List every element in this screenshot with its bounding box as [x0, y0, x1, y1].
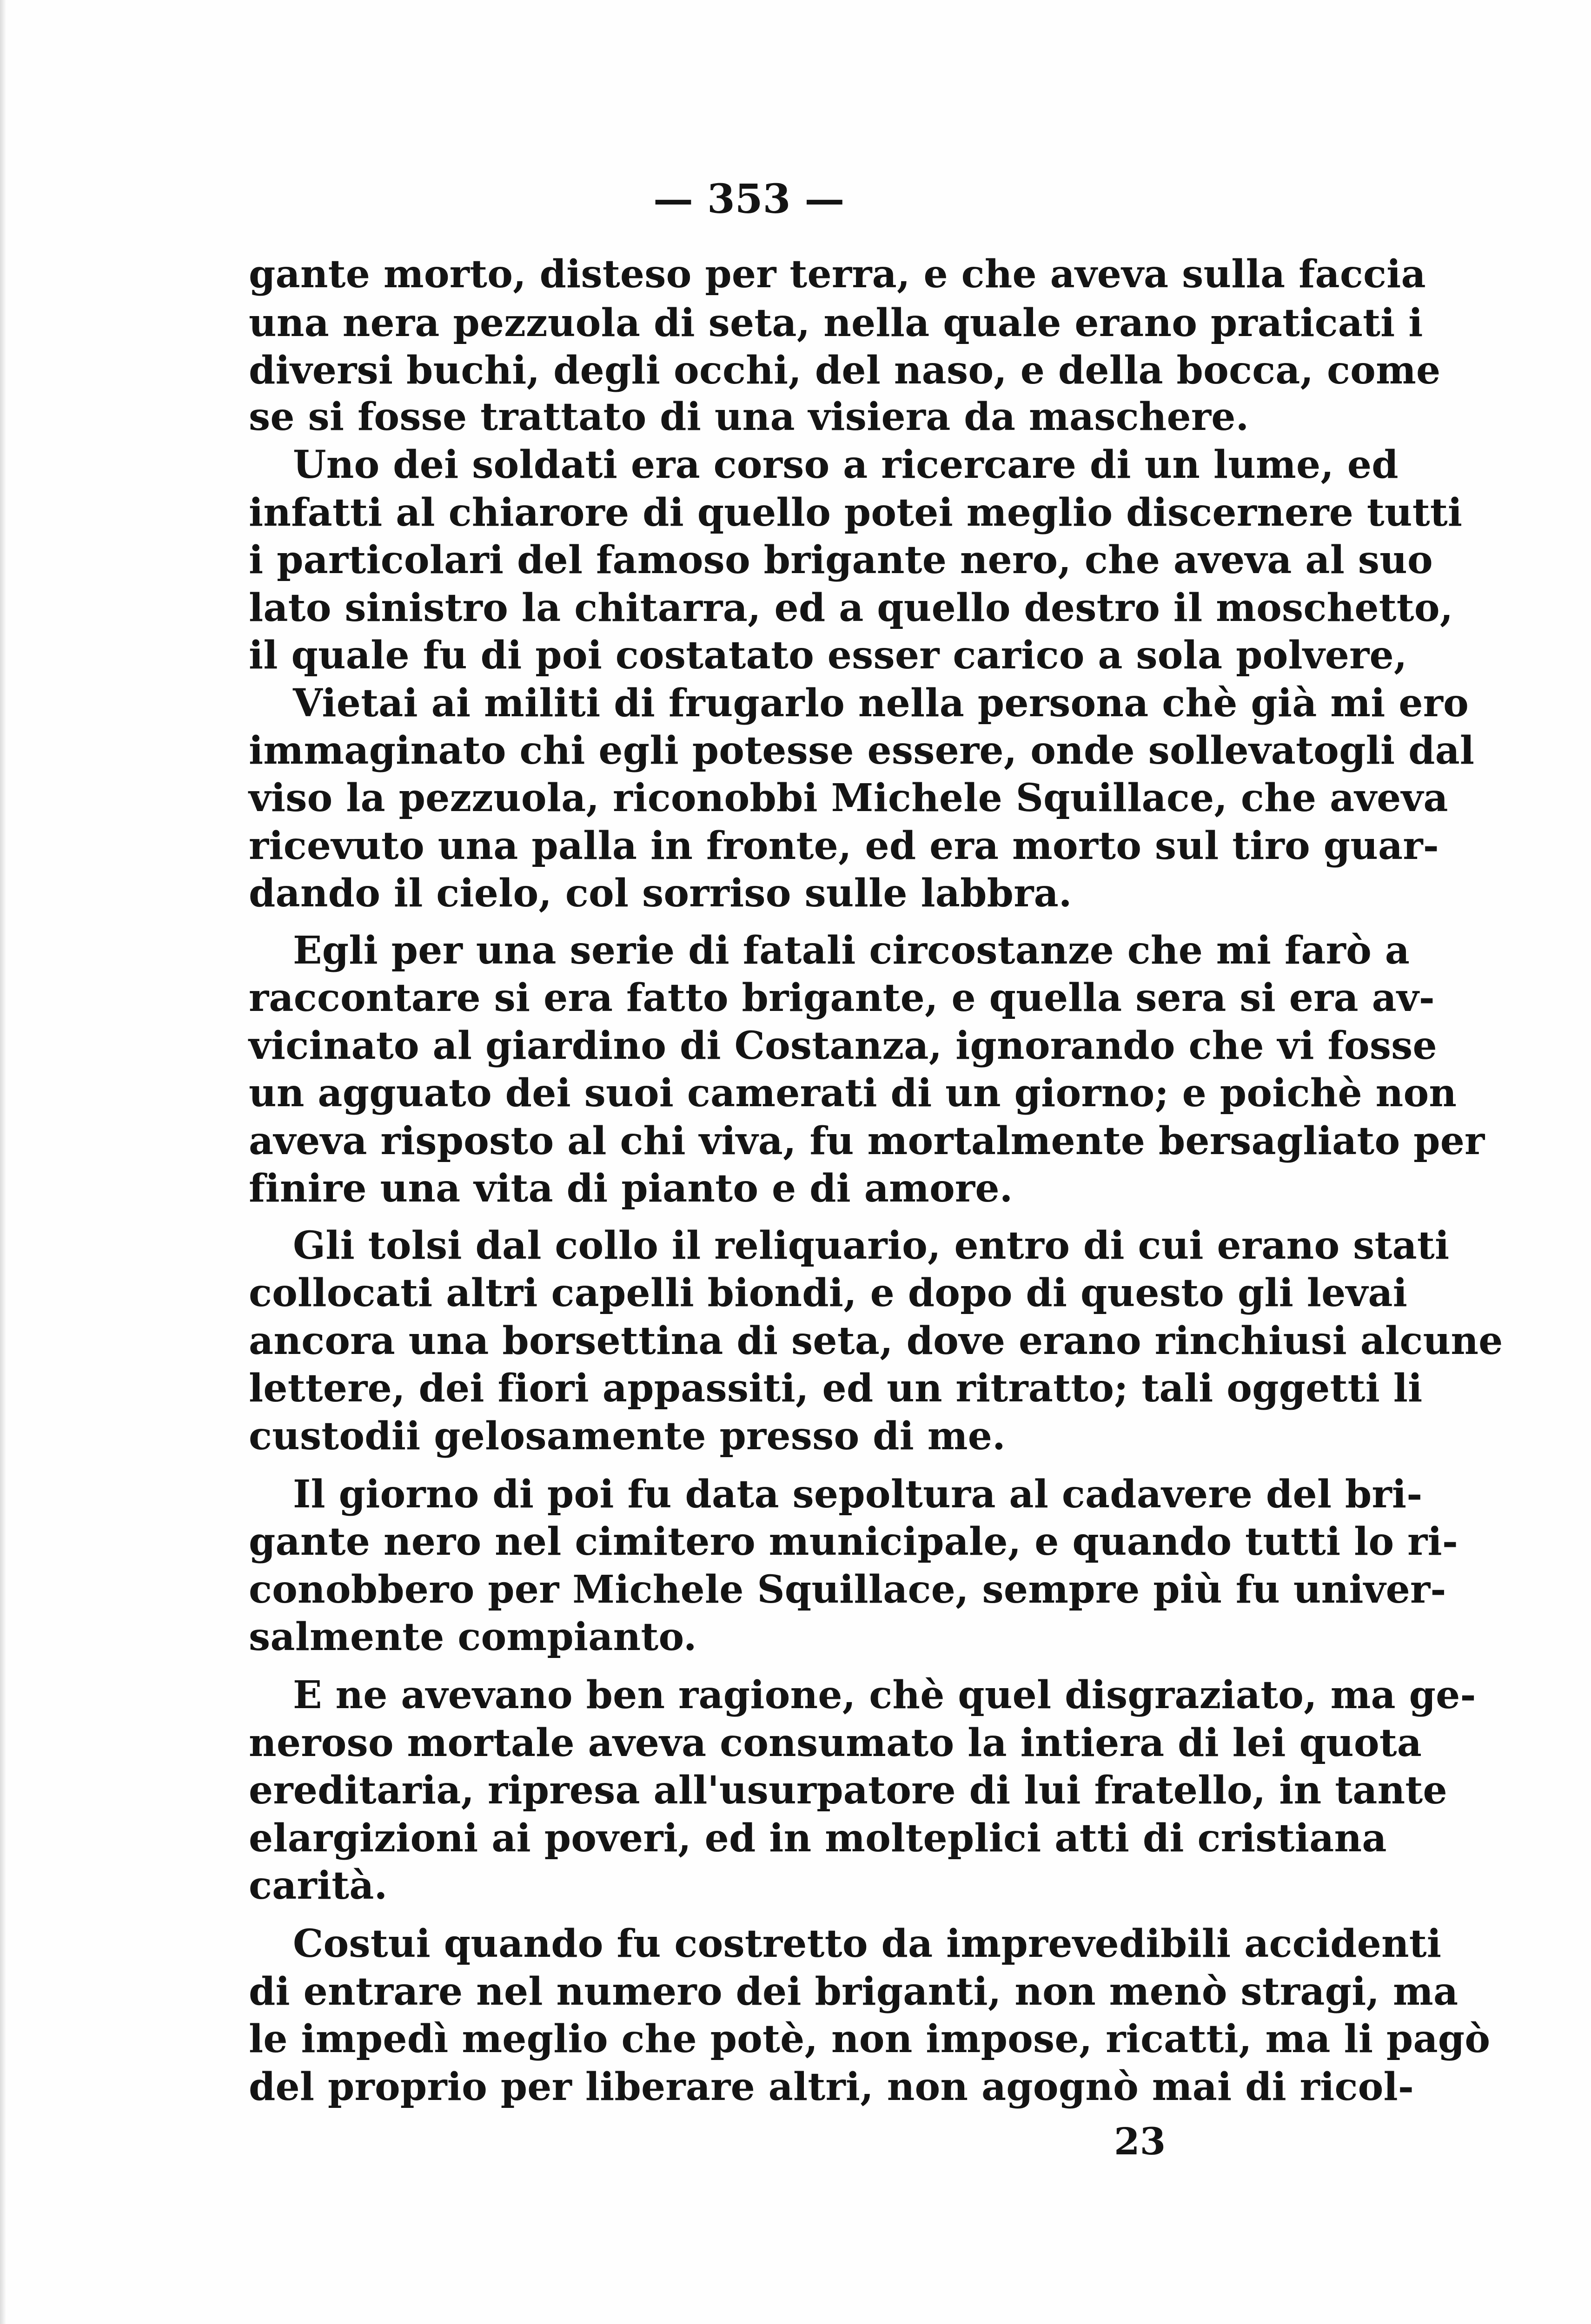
text-line: conobbero per Michele Squillace, sempre più fu univer- [249, 1567, 1446, 1612]
text-line: del proprio per liberare altri, non agognò mai di ricol- [249, 2065, 1414, 2109]
text-line: lettere, dei fiori appassiti, ed un ritratto; tali oggetti li [249, 1366, 1423, 1411]
text-line: ereditaria, ripresa all'usurpatore di lui fratello, in tante [249, 1768, 1447, 1813]
text-line: vicinato al giardino di Costanza, ignorando che vi fosse [249, 1023, 1437, 1068]
text-line: aveva risposto al chi viva, fu mortalmente bersagliato per [249, 1119, 1485, 1163]
text-line: custodii gelosamente presso di me. [249, 1414, 1006, 1459]
text-line: immaginato chi egli potesse essere, onde sollevatogli dal [249, 728, 1475, 773]
text-line: finire una vita di pianto e di amore. [249, 1166, 1013, 1211]
text-line: Gli tolsi dal collo il reliquario, entro di cui erano stati [293, 1223, 1450, 1268]
text-line: i particolari del famoso brigante nero, che aveva al suo [249, 538, 1433, 582]
text-line: un agguato dei suoi camerati di un giorno; e poichè non [249, 1071, 1457, 1116]
text-line: ancora una borsettina di seta, dove erano rinchiusi alcune [249, 1319, 1503, 1363]
text-line: elargizioni ai poveri, ed in molteplici atti di cristiana [249, 1816, 1387, 1861]
text-line: ricevuto una palla in fronte, ed era morto sul tiro guar- [249, 824, 1439, 868]
text-line: neroso mortale aveva consumato la intiera di lei quota [249, 1721, 1422, 1765]
text-line: gante nero nel cimitero municipale, e quando tutti lo ri- [249, 1519, 1458, 1564]
text-line: se si fosse trattato di una visiera da maschere. [249, 395, 1249, 439]
text-line: carità. [249, 1863, 388, 1908]
text-line: Uno dei soldati era corso a ricercare di un lume, ed [293, 442, 1399, 487]
text-line: infatti al chiarore di quello potei meglio discernere tutti [249, 490, 1463, 535]
text-line: E ne avevano ben ragione, chè quel disgraziato, ma ge- [293, 1673, 1476, 1717]
text-line: dando il cielo, col sorriso sulle labbra. [249, 871, 1072, 916]
signature-mark: 23 [1114, 2119, 1166, 2163]
text-line: una nera pezzuola di seta, nella quale erano praticati i [249, 301, 1423, 345]
text-line: gante morto, disteso per terra, e che aveva sulla faccia [249, 252, 1426, 297]
text-line: collocati altri capelli biondi, e dopo di questo gli levai [249, 1271, 1408, 1315]
text-line: raccontare si era fatto brigante, e quella sera si era av- [249, 976, 1435, 1020]
text-line: Vietai ai militi di frugarlo nella persona chè già mi ero [293, 681, 1469, 726]
text-line: viso la pezzuola, riconobbi Michele Squillace, che aveva [249, 776, 1448, 820]
page-number: — 353 — [653, 176, 845, 223]
text-line: Egli per una serie di fatali circostanze che mi farò a [293, 928, 1410, 973]
text-line: diversi buchi, degli occhi, del naso, e della bocca, come [249, 348, 1441, 393]
text-line: le impedì meglio che potè, non impose, ricatti, ma li pagò [249, 2017, 1491, 2061]
text-line: salmente compianto. [249, 1615, 697, 1659]
text-line: di entrare nel numero dei briganti, non menò stragi, ma [249, 1969, 1458, 2014]
text-line: lato sinistro la chitarra, ed a quello destro il moschetto, [249, 586, 1453, 630]
page-edge-shadow [0, 0, 7, 2324]
text-line: Il giorno di poi fu data sepoltura al cadavere del bri- [293, 1472, 1423, 1517]
text-line: il quale fu di poi costatato esser carico a sola polvere, [249, 633, 1407, 678]
text-line: Costui quando fu costretto da imprevedibili accidenti [293, 1921, 1442, 1966]
